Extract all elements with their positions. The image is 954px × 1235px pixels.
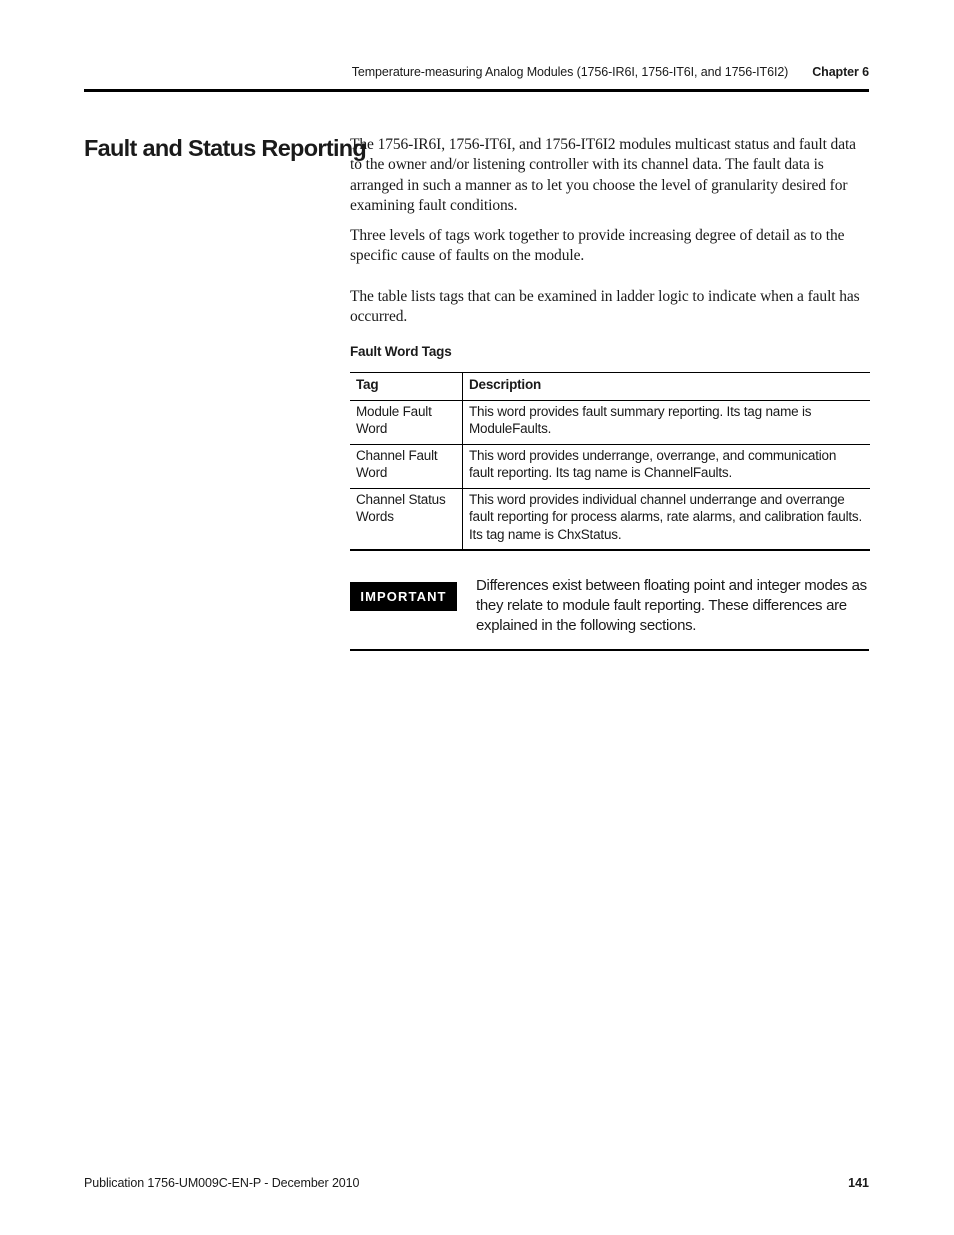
important-note [350, 576, 869, 651]
column-header-tag: Tag [350, 373, 463, 401]
description-cell: This word provides individual channel underrange and overrange fault reporting for process alarms, rate alarms, and calibration faults. Its tag name is ChxStatus. [463, 488, 871, 550]
running-header [84, 65, 869, 79]
section-heading: Fault and Status Reporting [84, 135, 367, 161]
table-header-row [350, 373, 870, 401]
table-row [350, 488, 870, 550]
tag-cell: Module Fault Word [350, 400, 463, 444]
header-rule [84, 89, 869, 92]
table-title: Fault Word Tags [350, 344, 452, 360]
fault-word-tags-table [350, 372, 870, 551]
body-paragraph: The table lists tags that can be examined in ladder logic to indicate when a fault has occurred. [350, 287, 860, 326]
tag-cell: Channel Status Words [350, 488, 463, 550]
body-paragraph: Three levels of tags work together to provide increasing degree of detail as to the specific cause of faults on the module. [350, 227, 845, 265]
important-badge: IMPORTANT [350, 582, 457, 611]
important-text: Differences exist between floating point and integer modes as they relate to module fault reporting. These differences are explained in the following sections. [476, 577, 867, 634]
tag-cell: Channel Fault Word [350, 444, 463, 488]
body-paragraph: The 1756-IR6I, 1756-IT6I, and 1756-IT6I2 modules multicast status and fault data to the owner and/or listening controller with its channel data. The fault data is arranged in such a manner as to let you choose the level of granularity desired for examining fault conditions. [350, 136, 856, 214]
running-title: Temperature-measuring Analog Modules (1756-IR6I, 1756-IT6I, and 1756-IT6I2) [351, 65, 789, 79]
page-number: 141 [848, 1176, 869, 1190]
footer-publication: Publication 1756-UM009C-EN-P - December 2010 [84, 1176, 360, 1190]
section-body [350, 135, 869, 551]
table-row [350, 444, 870, 488]
chapter-label: Chapter 6 [812, 65, 869, 79]
table-row [350, 400, 870, 444]
description-cell: This word provides fault summary reporting. Its tag name is ModuleFaults. [463, 400, 871, 444]
column-header-description: Description [463, 373, 871, 401]
description-cell: This word provides underrange, overrange, and communication fault reporting. Its tag name is ChannelFaults. [463, 444, 871, 488]
